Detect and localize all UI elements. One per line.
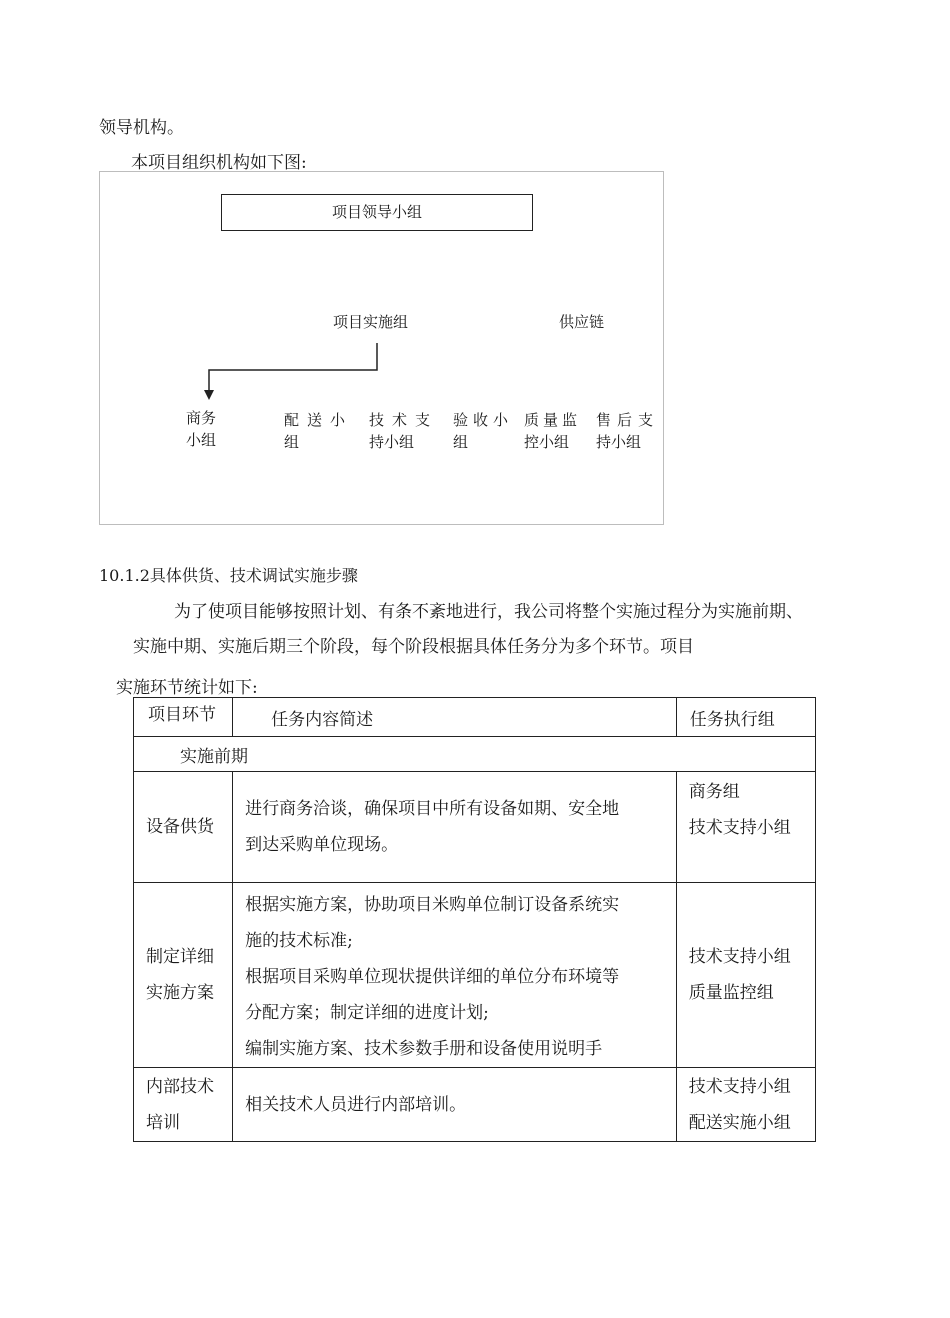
section-para-line-3: 实施环节统计如下: <box>116 678 258 698</box>
org-subgroup-after-sales: 售后支 持小组 <box>596 411 660 451</box>
section-heading: 10.1.2具体供货、技术调试实施步骤 <box>99 566 358 585</box>
org-subgroup-delivery: 配送小 组 <box>284 411 354 451</box>
intro-line-1: 领导机构。 <box>99 118 184 138</box>
org-supply-chain: 供应链 <box>559 313 605 331</box>
table-cell-groups: 技术支持小组 质量监控组 <box>676 883 815 1068</box>
org-impl-group: 项目实施组 <box>333 313 409 331</box>
org-leader-box: 项目领导小组 <box>221 194 533 231</box>
section-para-line-2: 实施中期、实施后期三个阶段，每个阶段根据具体任务分为多个环节。项目 <box>133 637 694 657</box>
table-phase-row <box>134 737 816 772</box>
org-subgroup-quality: 质量监 控小组 <box>524 411 582 451</box>
table-header-cell: 项目环节 <box>134 698 233 737</box>
table-header-row <box>134 698 816 737</box>
table-cell-stage: 制定详细 实施方案 <box>134 883 233 1068</box>
table-cell-content: 进行商务洽谈，确保项目中所有设备如期、安全地 到达采购单位现场。 <box>233 772 677 883</box>
section-para-line-1: 为了使项目能够按照计划、有条不紊地进行，我公司将整个实施过程分为实施前期、 <box>174 602 803 622</box>
table-cell-content: 相关技术人员进行内部培训。 <box>233 1068 677 1142</box>
table-header-cell: 任务内容简述 <box>233 698 677 737</box>
implementation-table <box>133 697 816 1142</box>
table-header-cell: 任务执行组 <box>676 698 815 737</box>
org-subgroup-tech-support: 技术支 持小组 <box>369 411 439 451</box>
intro-line-2: 本项目组织机构如下图: <box>131 153 307 173</box>
table-cell-stage: 内部技术 培训 <box>134 1068 233 1142</box>
org-subgroup-business: 商务 小组 <box>186 409 217 449</box>
table-row <box>134 1068 816 1142</box>
org-subgroup-acceptance: 验收小 组 <box>453 411 514 451</box>
table-cell-groups: 商务组 技术支持小组 <box>676 772 815 883</box>
table-cell-groups: 技术支持小组 配送实施小组 <box>676 1068 815 1142</box>
table-cell-content: 根据实施方案，协助项目米购单位制订设备系统实 施的技术标准; 根据项目采购单位现状提供详细的单位分布环境等 分配方案；制定详细的进度计划; 编制实施方案、技术参数手册和设备使用说明手 <box>233 883 677 1068</box>
table-phase-cell: 实施前期 <box>134 737 816 772</box>
table-row <box>134 883 816 1068</box>
table-cell-stage: 设备供货 <box>134 772 233 883</box>
table-row <box>134 772 816 883</box>
